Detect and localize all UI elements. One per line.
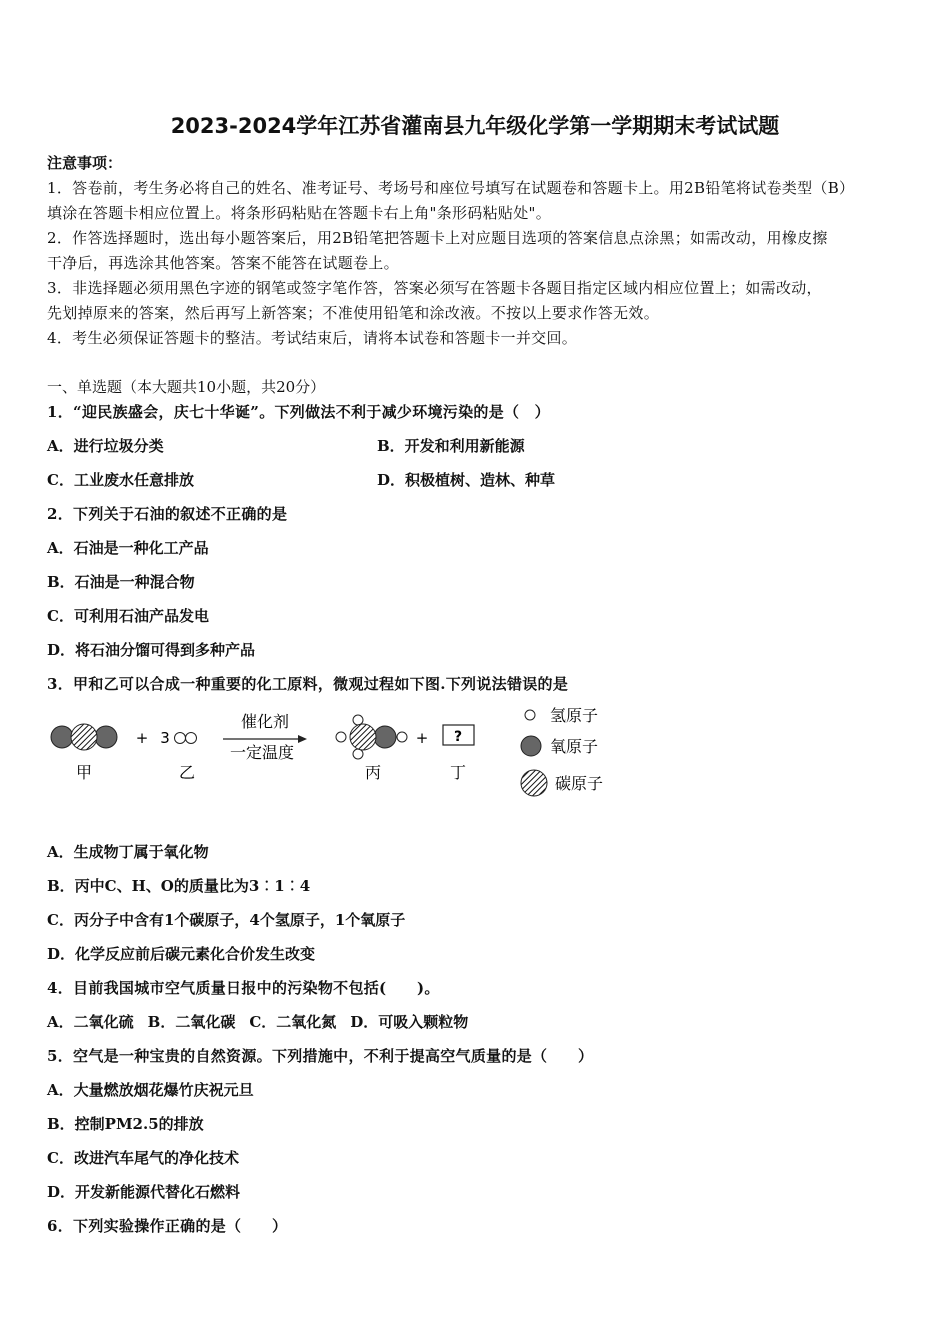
question-1-option-a: A．进行垃圾分类 xyxy=(47,437,164,455)
condition-label: 一定温度 xyxy=(229,743,295,762)
notice-line: 填涂在答题卡相应位置上。将条形码粘贴在答题卡右上角"条形码粘贴处"。 xyxy=(47,204,552,222)
page-title: 2023-2024学年江苏省灌南县九年级化学第一学期期末考试试题 xyxy=(170,114,780,138)
label-yi: 乙 xyxy=(178,763,196,782)
notice-line: 1．答卷前，考生务必将自己的姓名、准考证号、考场号和座位号填写在试题卷和答题卡上。用2B铅笔将试卷类型（B） xyxy=(47,179,855,197)
question-4-option-b: B．二氧化碳 xyxy=(147,1013,236,1031)
question-5-option-c: C．改进汽车尾气的净化技术 xyxy=(47,1149,239,1167)
question-3-option-b: B．丙中C、H、O的质量比为3︰1︰4 xyxy=(47,877,311,895)
legend xyxy=(521,706,603,796)
question-1-option-d: D．积极植树、造林、种草 xyxy=(377,471,556,489)
question-5-stem: 5．空气是一种宝贵的自然资源。下列措施中，不利于提高空气质量的是（ ） xyxy=(47,1047,594,1065)
question-4-stem: 4．目前我国城市空气质量日报中的污染物不包括( )。 xyxy=(47,979,440,997)
label-bing: 丙 xyxy=(364,763,382,782)
notice-line: 干净后，再选涂其他答案。答案不能答在试题卷上。 xyxy=(47,254,399,272)
molecule-bing xyxy=(336,715,407,759)
question-5-option-d: D．开发新能源代替化石燃料 xyxy=(47,1183,241,1201)
notice-line: 4．考生必须保证答题卡的整洁。考试结束后，请将本试卷和答题卡一并交回。 xyxy=(47,329,578,347)
legend-oxygen-swatch xyxy=(521,736,541,756)
question-5-option-b: B．控制PM2.5的排放 xyxy=(47,1115,204,1133)
legend-carbon-swatch xyxy=(521,770,547,796)
notice-heading: 注意事项： xyxy=(47,154,123,172)
reaction-arrow xyxy=(223,735,307,743)
notice-line: 3．非选择题必须用黑色字迹的钢笔或签字笔作答，答案必须写在答题卡各题目指定区域内相应位置上；如需改动， xyxy=(47,279,822,297)
catalyst-label: 催化剂 xyxy=(240,712,290,731)
question-5-option-a: A．大量燃放烟花爆竹庆祝元旦 xyxy=(47,1081,254,1099)
plus-sign: + xyxy=(135,729,149,747)
question-4-options xyxy=(47,1011,482,1032)
legend-hydrogen-swatch xyxy=(525,710,535,720)
question-3-option-d: D．化学反应前后碳元素化合价发生改变 xyxy=(47,945,316,963)
legend-oxygen: 氧原子 xyxy=(550,737,599,756)
question-6-stem: 6．下列实验操作正确的是（ ） xyxy=(47,1217,288,1235)
question-1-stem: 1．“迎民族盛会，庆七十华诞”。下列做法不利于减少环境污染的是（ ） xyxy=(47,403,550,421)
coefficient: 3 xyxy=(160,729,170,747)
legend-carbon: 碳原子 xyxy=(555,774,604,793)
question-3-option-c: C．丙分子中含有1个碳原子，4个氢原子，1个氧原子 xyxy=(47,911,406,929)
question-4-option-c: C．二氧化氮 xyxy=(249,1013,337,1031)
question-4-option-d: D．可吸入颗粒物 xyxy=(350,1013,469,1031)
molecule-yi xyxy=(175,733,197,744)
question-2-option-d: D．将石油分馏可得到多种产品 xyxy=(47,641,256,659)
notice-line: 先划掉原来的答案，然后再写上新答案；不准使用铅笔和涂改液。不按以上要求作答无效。 xyxy=(47,304,660,322)
label-ding: 丁 xyxy=(449,763,467,782)
question-1-option-c: C．工业废水任意排放 xyxy=(47,471,194,489)
question-3-stem: 3．甲和乙可以合成一种重要的化工原料，微观过程如下图.下列说法错误的是 xyxy=(47,675,569,693)
question-2-option-a: A．石油是一种化工产品 xyxy=(47,539,209,557)
question-1-option-b: B．开发和利用新能源 xyxy=(377,437,525,455)
reaction-diagram xyxy=(45,700,625,805)
question-2-option-c: C．可利用石油产品发电 xyxy=(47,607,209,625)
molecule-jia xyxy=(51,724,117,750)
legend-hydrogen: 氢原子 xyxy=(550,706,599,725)
section-heading: 一、单选题（本大题共10小题，共20分） xyxy=(47,378,326,396)
question-3-option-a: A．生成物丁属于氧化物 xyxy=(47,843,209,861)
unknown-mark: ? xyxy=(453,729,463,745)
plus-sign: + xyxy=(415,729,429,747)
question-4-option-a: A．二氧化硫 xyxy=(47,1013,134,1031)
question-2-stem: 2．下列关于石油的叙述不正确的是 xyxy=(47,505,288,523)
question-2-option-b: B．石油是一种混合物 xyxy=(47,573,195,591)
label-jia: 甲 xyxy=(75,763,93,782)
notice-line: 2．作答选择题时，选出每小题答案后，用2B铅笔把答题卡上对应题目选项的答案信息点涂黑；如需改动，用橡皮擦 xyxy=(47,229,828,247)
